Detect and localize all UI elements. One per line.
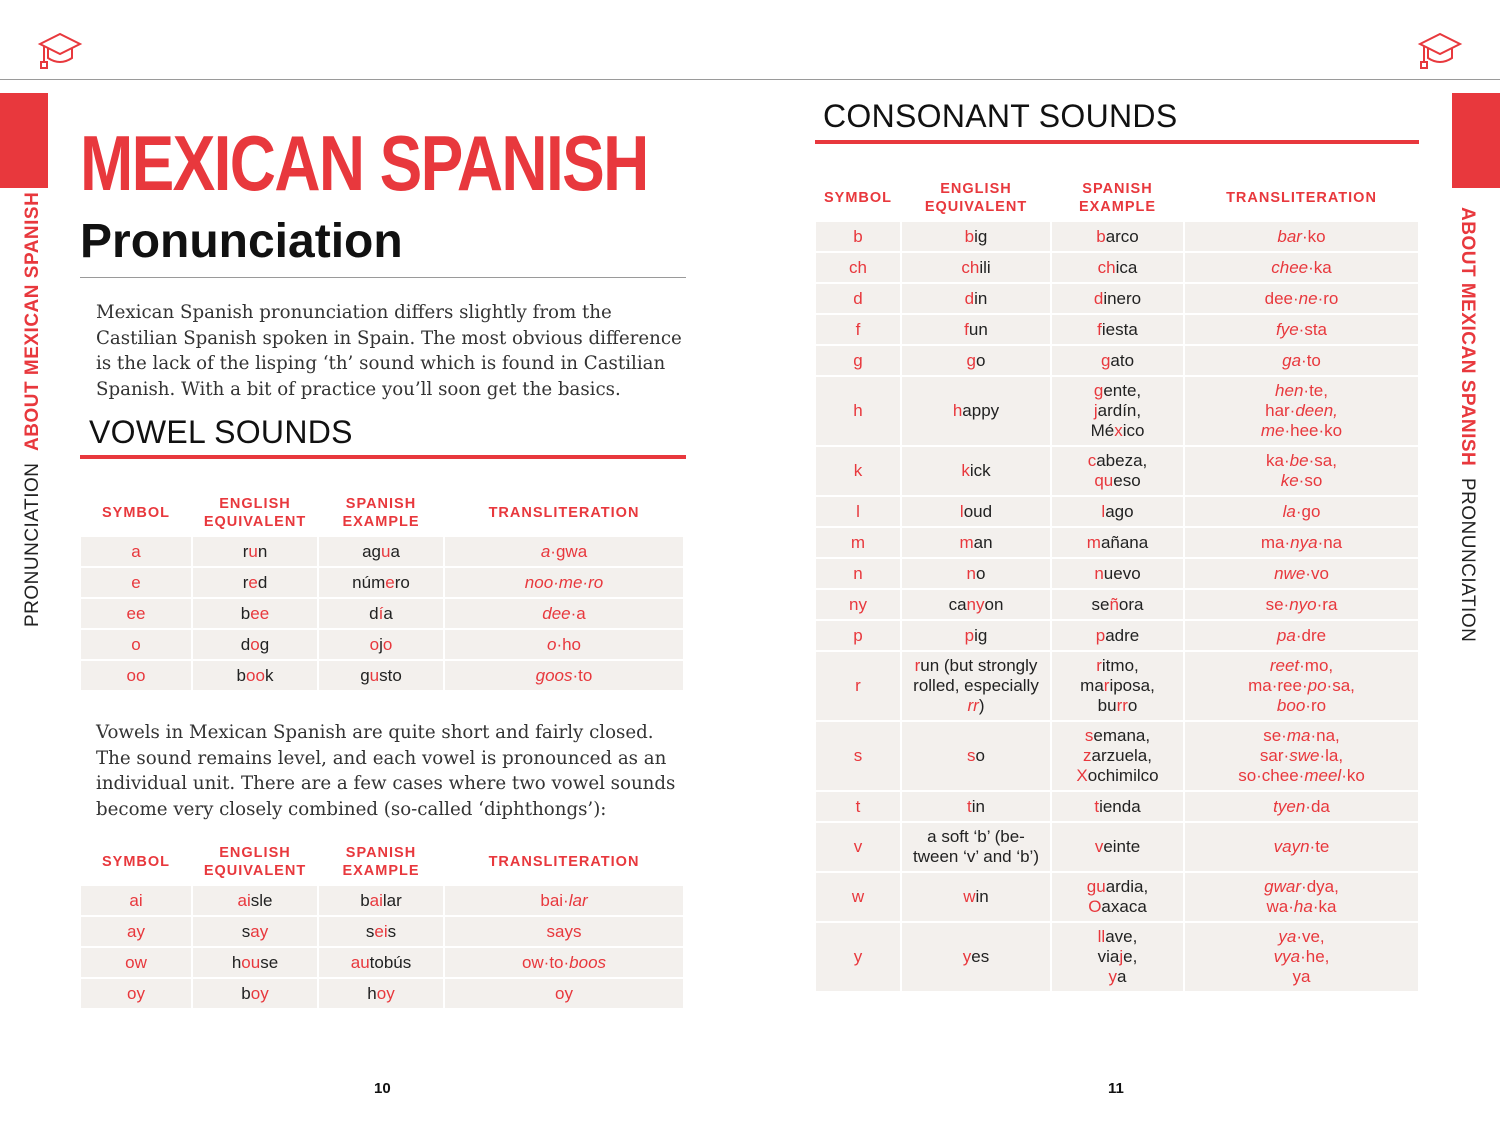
english-cell: run (but strongly rolled, especially rr): [902, 652, 1050, 720]
consonant-sounds-heading: CONSONANT SOUNDS: [823, 98, 1178, 134]
spanish-cell: día: [319, 599, 443, 628]
table-row: [816, 873, 1418, 921]
col-spanish: SPANISH EXAMPLE: [319, 491, 443, 535]
spanish-cell: agua: [319, 537, 443, 566]
english-cell: dog: [193, 630, 317, 659]
consonant-heading-rule: [815, 140, 1419, 144]
translit-cell: goos·to: [445, 661, 683, 690]
table-row: [816, 253, 1418, 282]
english-cell: no: [902, 559, 1050, 588]
symbol-cell: ch: [816, 253, 900, 282]
english-cell: book: [193, 661, 317, 690]
table-row: [816, 559, 1418, 588]
spanish-cell: llave, viaje, ya: [1052, 923, 1183, 991]
symbol-cell: f: [816, 315, 900, 344]
english-cell: happy: [902, 377, 1050, 445]
english-cell: pig: [902, 621, 1050, 650]
translit-cell: gwar·dya, wa·ha·ka: [1185, 873, 1418, 921]
spanish-cell: barco: [1052, 222, 1183, 251]
translit-cell: se·nyo·ra: [1185, 590, 1418, 619]
english-cell: kick: [902, 447, 1050, 495]
translit-cell: ya·ve, vya·he, ya: [1185, 923, 1418, 991]
translit-cell: vayn·te: [1185, 823, 1418, 871]
col-spanish: SPANISH EXAMPLE: [1052, 176, 1183, 220]
translit-cell: ow·to·boos: [445, 948, 683, 977]
symbol-cell: r: [816, 652, 900, 720]
spanish-cell: gato: [1052, 346, 1183, 375]
symbol-cell: w: [816, 873, 900, 921]
translit-cell: oy: [445, 979, 683, 1008]
col-spanish: SPANISH EXAMPLE: [319, 840, 443, 884]
spanish-cell: ritmo, mariposa, burro: [1052, 652, 1183, 720]
translit-cell: se·ma·na, sar·swe·la, so·chee·meel·ko: [1185, 722, 1418, 790]
spanish-cell: chica: [1052, 253, 1183, 282]
table-row: [816, 346, 1418, 375]
table-row: [816, 497, 1418, 526]
table-row: [816, 284, 1418, 313]
col-english: ENGLISH EQUIVALENT: [193, 491, 317, 535]
symbol-cell: ay: [81, 917, 191, 946]
spanish-cell: bailar: [319, 886, 443, 915]
table-row: [81, 917, 683, 946]
spanish-cell: guardia, Oaxaca: [1052, 873, 1183, 921]
symbol-cell: b: [816, 222, 900, 251]
subtitle-rule: [80, 277, 686, 278]
symbol-cell: d: [816, 284, 900, 313]
symbol-cell: e: [81, 568, 191, 597]
header-rule: [0, 79, 1500, 80]
translit-cell: tyen·da: [1185, 792, 1418, 821]
spanish-cell: veinte: [1052, 823, 1183, 871]
english-cell: win: [902, 873, 1050, 921]
symbol-cell: a: [81, 537, 191, 566]
table-row: [816, 621, 1418, 650]
spanish-cell: mañana: [1052, 528, 1183, 557]
symbol-cell: t: [816, 792, 900, 821]
page-number-right: 11: [1108, 1080, 1124, 1097]
symbol-cell: k: [816, 447, 900, 495]
table-row: [81, 599, 683, 628]
english-cell: a soft ‘b’ (be- tween ‘v’ and ‘b’): [902, 823, 1050, 871]
translit-cell: la·go: [1185, 497, 1418, 526]
symbol-cell: ow: [81, 948, 191, 977]
translit-cell: pa·dre: [1185, 621, 1418, 650]
translit-cell: reet·mo, ma·ree·po·sa, boo·ro: [1185, 652, 1418, 720]
translit-cell: dee·ne·ro: [1185, 284, 1418, 313]
table-row: [81, 979, 683, 1008]
col-translit: TRANSLITERATION: [1185, 176, 1418, 220]
spanish-cell: tienda: [1052, 792, 1183, 821]
vowel-table: [79, 489, 685, 692]
table-row: [816, 823, 1418, 871]
spanish-cell: gusto: [319, 661, 443, 690]
english-cell: say: [193, 917, 317, 946]
spanish-cell: señora: [1052, 590, 1183, 619]
translit-cell: dee·a: [445, 599, 683, 628]
translit-cell: a·gwa: [445, 537, 683, 566]
translit-cell: says: [445, 917, 683, 946]
spanish-cell: hoy: [319, 979, 443, 1008]
translit-cell: hen·te, har·deen, me·hee·ko: [1185, 377, 1418, 445]
col-symbol: SYMBOL: [81, 840, 191, 884]
english-cell: run: [193, 537, 317, 566]
translit-cell: noo·me·ro: [445, 568, 683, 597]
symbol-cell: ny: [816, 590, 900, 619]
english-cell: man: [902, 528, 1050, 557]
english-cell: red: [193, 568, 317, 597]
vowel-note: Vowels in Mexican Spanish are quite short and fairly closed. The sound remains level, and each vowel is pronounced as an individual unit. There are a few cases where two vowel sounds become very closely combined (so-called ‘diphthongs’):: [96, 722, 676, 820]
table-row: [816, 447, 1418, 495]
table-row: [81, 948, 683, 977]
translit-cell: bar·ko: [1185, 222, 1418, 251]
symbol-cell: oo: [81, 661, 191, 690]
table-row: [81, 537, 683, 566]
diphthong-table: [79, 838, 685, 1010]
table-row: [816, 792, 1418, 821]
table-row: [816, 722, 1418, 790]
symbol-cell: l: [816, 497, 900, 526]
english-cell: din: [902, 284, 1050, 313]
symbol-cell: oy: [81, 979, 191, 1008]
col-translit: TRANSLITERATION: [445, 840, 683, 884]
spanish-cell: lago: [1052, 497, 1183, 526]
symbol-cell: n: [816, 559, 900, 588]
english-cell: bee: [193, 599, 317, 628]
translit-cell: nwe·vo: [1185, 559, 1418, 588]
translit-cell: chee·ka: [1185, 253, 1418, 282]
english-cell: go: [902, 346, 1050, 375]
english-cell: so: [902, 722, 1050, 790]
symbol-cell: s: [816, 722, 900, 790]
spanish-cell: dinero: [1052, 284, 1183, 313]
spanish-cell: nuevo: [1052, 559, 1183, 588]
symbol-cell: g: [816, 346, 900, 375]
graduation-cap-icon: [1416, 30, 1464, 72]
symbol-cell: ee: [81, 599, 191, 628]
spanish-cell: seis: [319, 917, 443, 946]
symbol-cell: v: [816, 823, 900, 871]
spanish-cell: número: [319, 568, 443, 597]
english-cell: aisle: [193, 886, 317, 915]
english-cell: boy: [193, 979, 317, 1008]
symbol-cell: m: [816, 528, 900, 557]
english-cell: tin: [902, 792, 1050, 821]
english-cell: fun: [902, 315, 1050, 344]
col-english: ENGLISH EQUIVALENT: [193, 840, 317, 884]
translit-cell: bai·lar: [445, 886, 683, 915]
spanish-cell: cabeza, queso: [1052, 447, 1183, 495]
vowel-heading-rule: [80, 455, 686, 459]
table-row: [81, 661, 683, 690]
table-row: [816, 377, 1418, 445]
table-row: [816, 528, 1418, 557]
english-cell: house: [193, 948, 317, 977]
translit-cell: fye·sta: [1185, 315, 1418, 344]
left-side-tab: [0, 93, 48, 188]
right-side-tab: [1452, 93, 1500, 188]
spanish-cell: ojo: [319, 630, 443, 659]
graduation-cap-icon: [36, 30, 84, 72]
table-row: [81, 886, 683, 915]
translit-cell: ga·to: [1185, 346, 1418, 375]
translit-cell: ka·be·sa, ke·so: [1185, 447, 1418, 495]
english-cell: chili: [902, 253, 1050, 282]
table-row: [816, 923, 1418, 991]
spanish-cell: autobús: [319, 948, 443, 977]
symbol-cell: h: [816, 377, 900, 445]
symbol-cell: o: [81, 630, 191, 659]
table-row: [816, 315, 1418, 344]
page-subtitle: Pronunciation: [80, 215, 403, 268]
spanish-cell: fiesta: [1052, 315, 1183, 344]
english-cell: yes: [902, 923, 1050, 991]
consonant-table: [814, 174, 1420, 993]
right-side-label: ABOUT MEXICAN SPANISH PRONUNCIATION: [1457, 207, 1478, 643]
left-side-label: PRONUNCIATION ABOUT MEXICAN SPANISH: [22, 191, 43, 627]
table-row: [81, 568, 683, 597]
col-english: ENGLISH EQUIVALENT: [902, 176, 1050, 220]
col-translit: TRANSLITERATION: [445, 491, 683, 535]
vowel-sounds-heading: VOWEL SOUNDS: [89, 414, 353, 450]
col-symbol: SYMBOL: [81, 491, 191, 535]
spanish-cell: padre: [1052, 621, 1183, 650]
col-symbol: SYMBOL: [816, 176, 900, 220]
symbol-cell: y: [816, 923, 900, 991]
spanish-cell: gente, jardín, México: [1052, 377, 1183, 445]
spanish-cell: semana, zarzuela, Xochimilco: [1052, 722, 1183, 790]
page-number-left: 10: [374, 1080, 391, 1097]
translit-cell: o·ho: [445, 630, 683, 659]
table-row: [816, 652, 1418, 720]
intro-paragraph: Mexican Spanish pronunciation differs slightly from the Castilian Spanish spoken in Spain. The most obvious difference is the lack of the lisping ‘th’ sound which is found in Castilian Spanish. With a bit of practice you’ll soon get the basics.: [96, 302, 682, 400]
symbol-cell: p: [816, 621, 900, 650]
english-cell: loud: [902, 497, 1050, 526]
table-row: [81, 630, 683, 659]
english-cell: big: [902, 222, 1050, 251]
translit-cell: ma·nya·na: [1185, 528, 1418, 557]
page-title: MEXICAN SPANISH: [80, 119, 648, 207]
table-row: [816, 222, 1418, 251]
symbol-cell: ai: [81, 886, 191, 915]
english-cell: canyon: [902, 590, 1050, 619]
table-row: [816, 590, 1418, 619]
